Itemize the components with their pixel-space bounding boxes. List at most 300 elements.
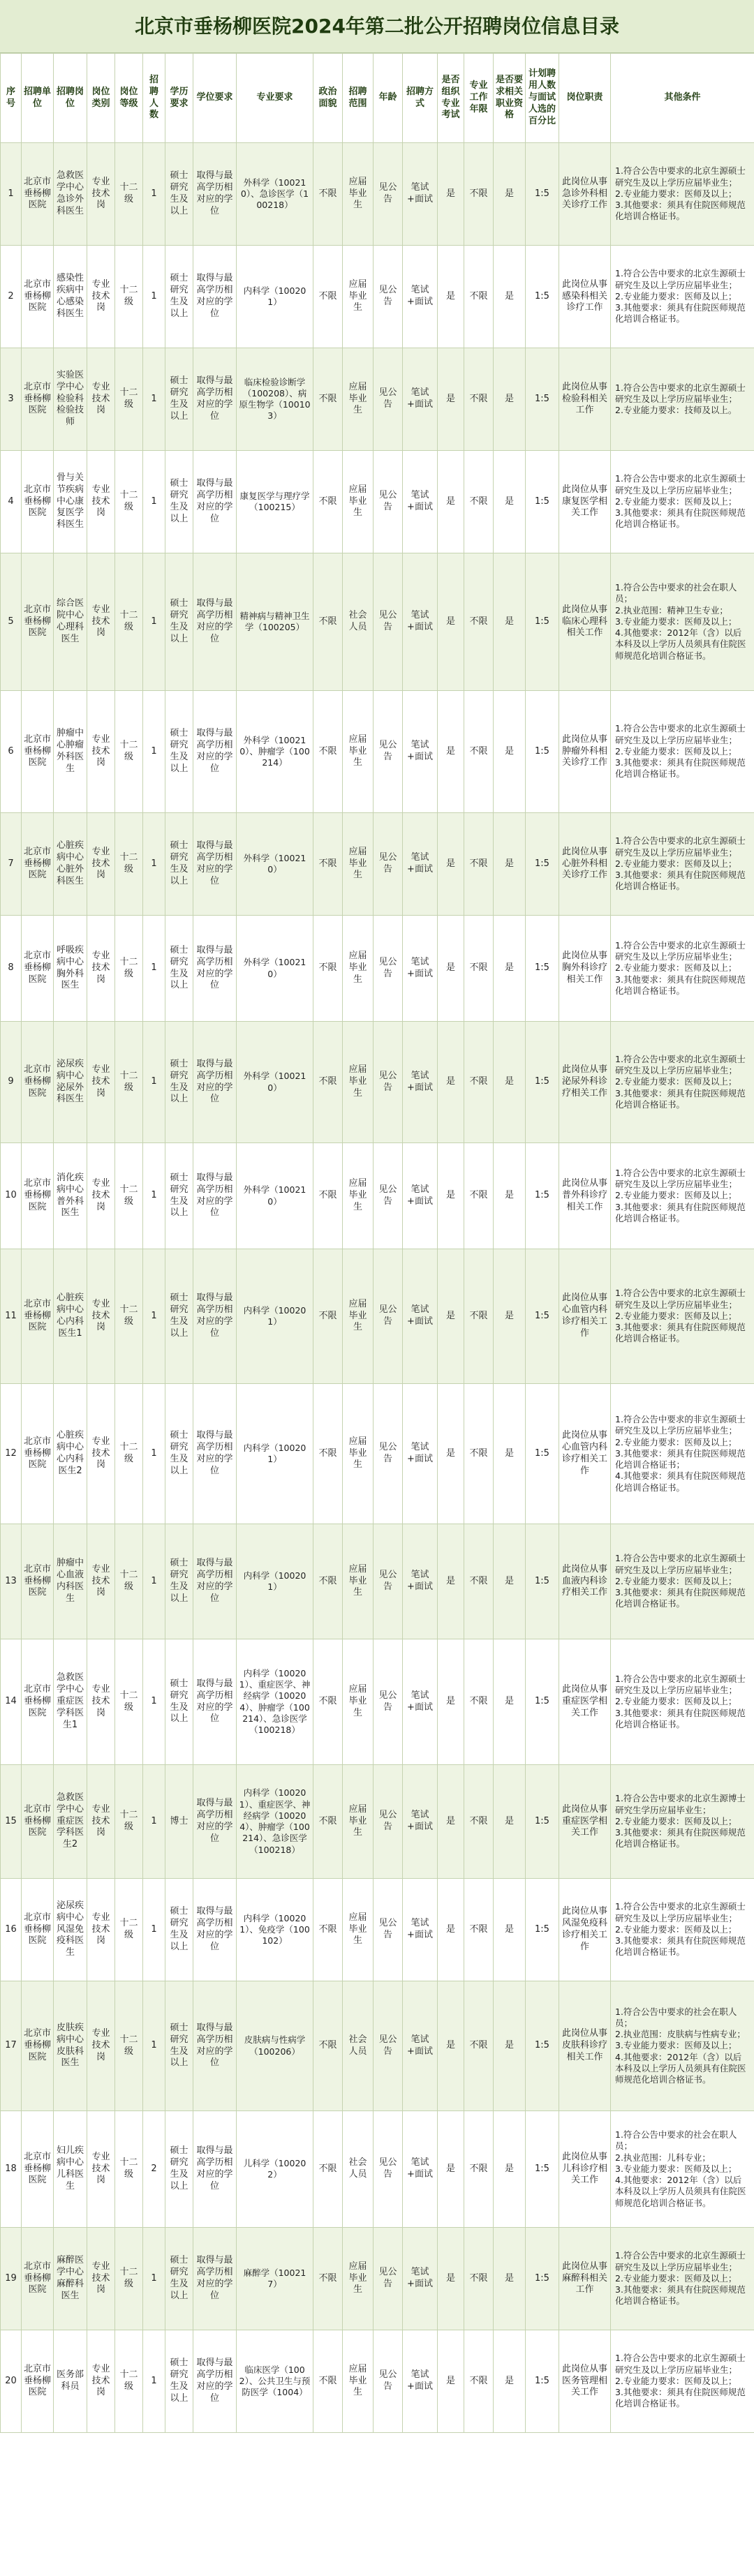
cell-degree: 取得与最高学历相对应的学位 — [193, 553, 237, 691]
cell-major: 临床检验诊断学（100208）、病原生物学（100103） — [237, 348, 313, 451]
cell-years: 不限 — [464, 691, 494, 813]
cell-politics: 不限 — [313, 1524, 343, 1639]
cell-scope: 应届毕业生 — [343, 1384, 374, 1524]
row-number: 1 — [1, 143, 22, 246]
cell-conditions: 1.符合公告中要求的北京生源硕士研究生及以上学历应届毕业生； 2.专业能力要求：医师及以上； 3.其他要求：须具有住院医师规范化培训合格证书。 — [611, 2330, 754, 2433]
cell-age: 见公告 — [374, 916, 403, 1022]
cell-age: 见公告 — [374, 813, 403, 916]
cell-degree: 取得与最高学历相对应的学位 — [193, 1022, 237, 1143]
cell-method: 笔试+面试 — [403, 1981, 438, 2111]
cell-ratio: 1:5 — [526, 916, 559, 1022]
cell-education: 硕士研究生及以上 — [165, 143, 193, 246]
cell-post-type: 专业技术岗 — [87, 1524, 115, 1639]
cell-post-level: 十二级 — [115, 1524, 143, 1639]
cell-cert: 是 — [494, 1384, 526, 1524]
cell-duty: 此岗位从事心脏外科相关诊疗工作 — [559, 813, 611, 916]
cell-degree: 取得与最高学历相对应的学位 — [193, 1639, 237, 1765]
cell-conditions: 1.符合公告中要求的北京生源硕士研究生及以上学历应届毕业生； 2.专业能力要求：医师及以上； 3.其他要求：须具有住院医师规范化培训合格证书。 — [611, 1143, 754, 1249]
row-number: 20 — [1, 2330, 22, 2433]
cell-scope: 应届毕业生 — [343, 1143, 374, 1249]
cell-education: 硕士研究生及以上 — [165, 2111, 193, 2228]
table-row — [1, 553, 754, 691]
table-row — [1, 1143, 754, 1249]
cell-method: 笔试+面试 — [403, 1143, 438, 1249]
cell-cert: 是 — [494, 2111, 526, 2228]
cell-post-type: 专业技术岗 — [87, 2111, 115, 2228]
cell-ratio: 1:5 — [526, 1879, 559, 1981]
cell-method: 笔试+面试 — [403, 2111, 438, 2228]
cell-duty: 此岗位从事普外科诊疗相关工作 — [559, 1143, 611, 1249]
row-number: 13 — [1, 1524, 22, 1639]
row-number: 2 — [1, 246, 22, 348]
cell-duty: 此岗位从事儿科诊疗相关工作 — [559, 2111, 611, 2228]
cell-unit: 北京市垂杨柳医院 — [22, 1249, 54, 1384]
cell-post-level: 十二级 — [115, 451, 143, 553]
cell-post-type: 专业技术岗 — [87, 691, 115, 813]
cell-years: 不限 — [464, 246, 494, 348]
cell-ratio: 1:5 — [526, 813, 559, 916]
cell-unit: 北京市垂杨柳医院 — [22, 691, 54, 813]
cell-education: 硕士研究生及以上 — [165, 691, 193, 813]
row-number: 3 — [1, 348, 22, 451]
cell-cert: 是 — [494, 1249, 526, 1384]
cell-post-level: 十二级 — [115, 553, 143, 691]
cell-degree: 取得与最高学历相对应的学位 — [193, 2228, 237, 2330]
table-row — [1, 1639, 754, 1765]
table-body — [1, 143, 754, 2433]
cell-degree: 取得与最高学历相对应的学位 — [193, 1765, 237, 1879]
cell-post-level: 十二级 — [115, 1249, 143, 1384]
cell-scope: 社会人员 — [343, 2111, 374, 2228]
table-row — [1, 1524, 754, 1639]
column-header: 岗位等级 — [115, 54, 143, 143]
cell-duty: 此岗位从事感染科相关诊疗工作 — [559, 246, 611, 348]
cell-post-type: 专业技术岗 — [87, 553, 115, 691]
cell-unit: 北京市垂杨柳医院 — [22, 1639, 54, 1765]
cell-post-level: 十二级 — [115, 2111, 143, 2228]
row-number: 14 — [1, 1639, 22, 1765]
cell-exam: 是 — [438, 1879, 464, 1981]
cell-headcount: 1 — [143, 1524, 165, 1639]
cell-duty: 此岗位从事麻醉科相关工作 — [559, 2228, 611, 2330]
cell-age: 见公告 — [374, 1981, 403, 2111]
cell-degree: 取得与最高学历相对应的学位 — [193, 1384, 237, 1524]
cell-post-type: 专业技术岗 — [87, 1879, 115, 1981]
cell-headcount: 1 — [143, 553, 165, 691]
cell-exam: 是 — [438, 246, 464, 348]
cell-conditions: 1.符合公告中要求的非京生源硕士研究生及以上学历应届毕业生； 2.专业能力要求：医师及以上； 3.其他要求：须具有住院医师规范化培训合格证书； 4.其他要求：须具有住院医师规范化培训合格证书。 — [611, 1384, 754, 1524]
cell-major: 内科学（100201）、免疫学（100102） — [237, 1879, 313, 1981]
cell-age: 见公告 — [374, 451, 403, 553]
cell-conditions: 1.符合公告中要求的社会在职人员； 2.执业范围：精神卫生专业； 3.专业能力要求：医师及以上； 4.其他要求：2012年（含）以后本科及以上学历人员须具有住院医师规范化培训合格证书。 — [611, 553, 754, 691]
column-header: 其他条件 — [611, 54, 754, 143]
row-number: 10 — [1, 1143, 22, 1249]
cell-years: 不限 — [464, 1879, 494, 1981]
cell-post: 麻醉医学中心麻醉科医生 — [54, 2228, 87, 2330]
cell-exam: 是 — [438, 1143, 464, 1249]
cell-duty: 此岗位从事肿瘤外科相关诊疗工作 — [559, 691, 611, 813]
cell-years: 不限 — [464, 916, 494, 1022]
cell-cert: 是 — [494, 1143, 526, 1249]
row-number: 4 — [1, 451, 22, 553]
cell-ratio: 1:5 — [526, 1022, 559, 1143]
cell-conditions: 1.符合公告中要求的社会在职人员； 2.执业范围：皮肤病与性病专业； 3.专业能力要求：医师及以上； 4.其他要求：2012年（含）以后本科及以上学历人员须具有住院医师规范化培训合格证书。 — [611, 1981, 754, 2111]
cell-major: 内科学（100201） — [237, 1249, 313, 1384]
table-row — [1, 691, 754, 813]
cell-degree: 取得与最高学历相对应的学位 — [193, 348, 237, 451]
cell-headcount: 1 — [143, 348, 165, 451]
cell-ratio: 1:5 — [526, 691, 559, 813]
cell-unit: 北京市垂杨柳医院 — [22, 1143, 54, 1249]
cell-politics: 不限 — [313, 916, 343, 1022]
cell-headcount: 1 — [143, 1639, 165, 1765]
table-row — [1, 1765, 754, 1879]
cell-headcount: 1 — [143, 1765, 165, 1879]
table-row — [1, 451, 754, 553]
cell-major: 康复医学与理疗学（100215） — [237, 451, 313, 553]
cell-politics: 不限 — [313, 1981, 343, 2111]
cell-headcount: 2 — [143, 2111, 165, 2228]
column-header: 招聘方式 — [403, 54, 438, 143]
cell-age: 见公告 — [374, 1143, 403, 1249]
cell-politics: 不限 — [313, 1143, 343, 1249]
cell-years: 不限 — [464, 143, 494, 246]
cell-unit: 北京市垂杨柳医院 — [22, 916, 54, 1022]
cell-method: 笔试+面试 — [403, 1639, 438, 1765]
cell-duty: 此岗位从事临床心理科相关工作 — [559, 553, 611, 691]
cell-post: 心脏疾病中心心脏外科医生 — [54, 813, 87, 916]
cell-exam: 是 — [438, 691, 464, 813]
cell-politics: 不限 — [313, 451, 343, 553]
cell-post-level: 十二级 — [115, 1022, 143, 1143]
cell-unit: 北京市垂杨柳医院 — [22, 1022, 54, 1143]
row-number: 15 — [1, 1765, 22, 1879]
cell-conditions: 1.符合公告中要求的北京生源硕士研究生及以上学历应届毕业生； 2.专业能力要求：医师及以上； 3.其他要求：须具有住院医师规范化培训合格证书。 — [611, 451, 754, 553]
cell-post: 呼吸疾病中心胸外科医生 — [54, 916, 87, 1022]
cell-education: 硕士研究生及以上 — [165, 1879, 193, 1981]
cell-exam: 是 — [438, 2228, 464, 2330]
cell-education: 硕士研究生及以上 — [165, 813, 193, 916]
page-title: 北京市垂杨柳医院2024年第二批公开招聘岗位信息目录 — [0, 0, 754, 53]
cell-education: 硕士研究生及以上 — [165, 916, 193, 1022]
cell-post: 医务部科员 — [54, 2330, 87, 2433]
cell-scope: 应届毕业生 — [343, 246, 374, 348]
table-row — [1, 1249, 754, 1384]
cell-duty: 此岗位从事急诊外科相关诊疗工作 — [559, 143, 611, 246]
cell-age: 见公告 — [374, 246, 403, 348]
cell-cert: 是 — [494, 813, 526, 916]
cell-exam: 是 — [438, 1981, 464, 2111]
cell-unit: 北京市垂杨柳医院 — [22, 1981, 54, 2111]
cell-conditions: 1.符合公告中要求的北京生源硕士研究生及以上学历应届毕业生； 2.专业能力要求：医师及以上； 3.其他要求：须具有住院医师规范化培训合格证书。 — [611, 1639, 754, 1765]
cell-politics: 不限 — [313, 1022, 343, 1143]
cell-conditions: 1.符合公告中要求的社会在职人员； 2.执业范围：儿科专业； 3.专业能力要求：医师及以上； 4.其他要求：2012年（含）以后本科及以上学历人员须具有住院医师规范化培训合格证书。 — [611, 2111, 754, 2228]
cell-duty: 此岗位从事心血管内科诊疗相关工作 — [559, 1249, 611, 1384]
cell-exam: 是 — [438, 2330, 464, 2433]
cell-post-type: 专业技术岗 — [87, 1639, 115, 1765]
cell-education: 硕士研究生及以上 — [165, 246, 193, 348]
cell-politics: 不限 — [313, 246, 343, 348]
cell-unit: 北京市垂杨柳医院 — [22, 1879, 54, 1981]
cell-age: 见公告 — [374, 1022, 403, 1143]
cell-headcount: 1 — [143, 691, 165, 813]
cell-unit: 北京市垂杨柳医院 — [22, 813, 54, 916]
cell-years: 不限 — [464, 1384, 494, 1524]
cell-age: 见公告 — [374, 1524, 403, 1639]
cell-exam: 是 — [438, 451, 464, 553]
cell-post-level: 十二级 — [115, 1879, 143, 1981]
cell-duty: 此岗位从事皮肤科诊疗相关工作 — [559, 1981, 611, 2111]
cell-duty: 此岗位从事检验科相关工作 — [559, 348, 611, 451]
cell-duty: 此岗位从事风湿免疫科诊疗相关工作 — [559, 1879, 611, 1981]
cell-unit: 北京市垂杨柳医院 — [22, 2228, 54, 2330]
cell-scope: 应届毕业生 — [343, 1524, 374, 1639]
cell-years: 不限 — [464, 451, 494, 553]
cell-degree: 取得与最高学历相对应的学位 — [193, 2330, 237, 2433]
cell-major: 内科学（100201）、重症医学、神经病学（100204）、肿瘤学（100214）、急诊医学（100218） — [237, 1765, 313, 1879]
cell-ratio: 1:5 — [526, 348, 559, 451]
cell-ratio: 1:5 — [526, 451, 559, 553]
cell-duty: 此岗位从事康复医学相关工作 — [559, 451, 611, 553]
cell-major: 精神病与精神卫生学（100205） — [237, 553, 313, 691]
cell-years: 不限 — [464, 348, 494, 451]
cell-major: 内科学（100201） — [237, 1524, 313, 1639]
column-header: 学位要求 — [193, 54, 237, 143]
column-header: 年龄 — [374, 54, 403, 143]
cell-post: 肿瘤中心肿瘤外科医生 — [54, 691, 87, 813]
cell-age: 见公告 — [374, 2330, 403, 2433]
cell-exam: 是 — [438, 1022, 464, 1143]
cell-degree: 取得与最高学历相对应的学位 — [193, 813, 237, 916]
cell-post-level: 十二级 — [115, 1143, 143, 1249]
cell-method: 笔试+面试 — [403, 1022, 438, 1143]
cell-post-level: 十二级 — [115, 143, 143, 246]
cell-ratio: 1:5 — [526, 246, 559, 348]
cell-post-level: 十二级 — [115, 1981, 143, 2111]
cell-conditions: 1.符合公告中要求的北京生源硕士研究生及以上学历应届毕业生； 2.专业能力要求：医师及以上； 3.其他要求：须具有住院医师规范化培训合格证书。 — [611, 143, 754, 246]
cell-exam: 是 — [438, 2111, 464, 2228]
cell-post-type: 专业技术岗 — [87, 1022, 115, 1143]
cell-scope: 应届毕业生 — [343, 143, 374, 246]
cell-cert: 是 — [494, 1765, 526, 1879]
cell-years: 不限 — [464, 1524, 494, 1639]
cell-ratio: 1:5 — [526, 2330, 559, 2433]
cell-politics: 不限 — [313, 2330, 343, 2433]
cell-scope: 应届毕业生 — [343, 2228, 374, 2330]
cell-years: 不限 — [464, 2228, 494, 2330]
cell-headcount: 1 — [143, 451, 165, 553]
cell-scope: 应届毕业生 — [343, 1879, 374, 1981]
cell-years: 不限 — [464, 2330, 494, 2433]
cell-method: 笔试+面试 — [403, 553, 438, 691]
cell-years: 不限 — [464, 813, 494, 916]
cell-age: 见公告 — [374, 2111, 403, 2228]
cell-headcount: 1 — [143, 1249, 165, 1384]
cell-scope: 应届毕业生 — [343, 1765, 374, 1879]
row-number: 5 — [1, 553, 22, 691]
column-header: 是否组织专业考试 — [438, 54, 464, 143]
cell-cert: 是 — [494, 451, 526, 553]
cell-duty: 此岗位从事重症医学相关工作 — [559, 1639, 611, 1765]
cell-education: 硕士研究生及以上 — [165, 1981, 193, 2111]
column-header: 招聘人数 — [143, 54, 165, 143]
cell-exam: 是 — [438, 1765, 464, 1879]
cell-post-level: 十二级 — [115, 2228, 143, 2330]
row-number: 7 — [1, 813, 22, 916]
cell-cert: 是 — [494, 348, 526, 451]
table-row — [1, 2330, 754, 2433]
cell-years: 不限 — [464, 1143, 494, 1249]
cell-method: 笔试+面试 — [403, 916, 438, 1022]
cell-scope: 应届毕业生 — [343, 691, 374, 813]
cell-ratio: 1:5 — [526, 1384, 559, 1524]
cell-unit: 北京市垂杨柳医院 — [22, 246, 54, 348]
table-row — [1, 246, 754, 348]
cell-ratio: 1:5 — [526, 1639, 559, 1765]
cell-major: 儿科学（100202） — [237, 2111, 313, 2228]
cell-post: 实验医学中心检验科检验技师 — [54, 348, 87, 451]
cell-cert: 是 — [494, 2228, 526, 2330]
cell-method: 笔试+面试 — [403, 246, 438, 348]
cell-age: 见公告 — [374, 691, 403, 813]
cell-post: 消化疾病中心普外科医生 — [54, 1143, 87, 1249]
cell-post-level: 十二级 — [115, 813, 143, 916]
cell-headcount: 1 — [143, 813, 165, 916]
cell-conditions: 1.符合公告中要求的北京生源硕士研究生及以上学历应届毕业生； 2.专业能力要求：技师及以上。 — [611, 348, 754, 451]
cell-post-type: 专业技术岗 — [87, 2330, 115, 2433]
cell-degree: 取得与最高学历相对应的学位 — [193, 143, 237, 246]
cell-years: 不限 — [464, 1022, 494, 1143]
cell-conditions: 1.符合公告中要求的北京生源硕士研究生及以上学历应届毕业生； 2.专业能力要求：医师及以上； 3.其他要求：须具有住院医师规范化培训合格证书。 — [611, 1524, 754, 1639]
cell-years: 不限 — [464, 2111, 494, 2228]
cell-method: 笔试+面试 — [403, 143, 438, 246]
cell-duty: 此岗位从事血液内科诊疗相关工作 — [559, 1524, 611, 1639]
cell-post-type: 专业技术岗 — [87, 1249, 115, 1384]
cell-ratio: 1:5 — [526, 553, 559, 691]
cell-degree: 取得与最高学历相对应的学位 — [193, 916, 237, 1022]
cell-post-level: 十二级 — [115, 2330, 143, 2433]
recruitment-table — [0, 53, 754, 2433]
cell-ratio: 1:5 — [526, 1143, 559, 1249]
cell-politics: 不限 — [313, 1879, 343, 1981]
cell-post-type: 专业技术岗 — [87, 246, 115, 348]
cell-major: 外科学（100210）、急诊医学（100218） — [237, 143, 313, 246]
row-number: 9 — [1, 1022, 22, 1143]
cell-education: 硕士研究生及以上 — [165, 1143, 193, 1249]
cell-politics: 不限 — [313, 691, 343, 813]
cell-duty: 此岗位从事心血管内科诊疗相关工作 — [559, 1384, 611, 1524]
cell-scope: 应届毕业生 — [343, 348, 374, 451]
cell-years: 不限 — [464, 1981, 494, 2111]
cell-exam: 是 — [438, 1384, 464, 1524]
cell-post-type: 专业技术岗 — [87, 348, 115, 451]
cell-headcount: 1 — [143, 1384, 165, 1524]
cell-headcount: 1 — [143, 1879, 165, 1981]
cell-conditions: 1.符合公告中要求的北京生源硕士研究生及以上学历应届毕业生； 2.专业能力要求：医师及以上； 3.其他要求：须具有住院医师规范化培训合格证书。 — [611, 813, 754, 916]
cell-duty: 此岗位从事胸外科诊疗相关工作 — [559, 916, 611, 1022]
table-row — [1, 1981, 754, 2111]
cell-politics: 不限 — [313, 1249, 343, 1384]
cell-post: 皮肤疾病中心皮肤科医生 — [54, 1981, 87, 2111]
cell-cert: 是 — [494, 2330, 526, 2433]
cell-exam: 是 — [438, 553, 464, 691]
cell-post: 妇儿疾病中心儿科医生 — [54, 2111, 87, 2228]
cell-cert: 是 — [494, 553, 526, 691]
table-row — [1, 2228, 754, 2330]
cell-degree: 取得与最高学历相对应的学位 — [193, 1143, 237, 1249]
cell-cert: 是 — [494, 143, 526, 246]
cell-scope: 应届毕业生 — [343, 451, 374, 553]
cell-politics: 不限 — [313, 348, 343, 451]
cell-post: 泌尿疾病中心泌尿外科医生 — [54, 1022, 87, 1143]
cell-ratio: 1:5 — [526, 143, 559, 246]
column-header: 计划聘用人数与面试人选的百分比 — [526, 54, 559, 143]
cell-exam: 是 — [438, 813, 464, 916]
cell-post-level: 十二级 — [115, 691, 143, 813]
column-header: 专业工作年限 — [464, 54, 494, 143]
cell-method: 笔试+面试 — [403, 1524, 438, 1639]
cell-headcount: 1 — [143, 916, 165, 1022]
cell-cert: 是 — [494, 1022, 526, 1143]
cell-post-level: 十二级 — [115, 1765, 143, 1879]
cell-age: 见公告 — [374, 1639, 403, 1765]
table-row — [1, 1879, 754, 1981]
cell-politics: 不限 — [313, 553, 343, 691]
row-number: 11 — [1, 1249, 22, 1384]
cell-education: 硕士研究生及以上 — [165, 1022, 193, 1143]
cell-scope: 社会人员 — [343, 553, 374, 691]
cell-method: 笔试+面试 — [403, 2228, 438, 2330]
cell-post: 综合医院中心心理科医生 — [54, 553, 87, 691]
cell-degree: 取得与最高学历相对应的学位 — [193, 1981, 237, 2111]
cell-age: 见公告 — [374, 348, 403, 451]
cell-method: 笔试+面试 — [403, 1879, 438, 1981]
cell-major: 临床医学（1002）、公共卫生与预防医学（1004） — [237, 2330, 313, 2433]
cell-post-type: 专业技术岗 — [87, 1765, 115, 1879]
cell-exam: 是 — [438, 916, 464, 1022]
column-header: 招聘岗位 — [54, 54, 87, 143]
cell-post-type: 专业技术岗 — [87, 1384, 115, 1524]
cell-post: 肿瘤中心血液内科医生 — [54, 1524, 87, 1639]
cell-cert: 是 — [494, 1639, 526, 1765]
cell-politics: 不限 — [313, 2228, 343, 2330]
cell-post: 心脏疾病中心心内科医生1 — [54, 1249, 87, 1384]
column-header: 专业要求 — [237, 54, 313, 143]
column-header: 招聘范围 — [343, 54, 374, 143]
cell-duty: 此岗位从事医务管理相关工作 — [559, 2330, 611, 2433]
row-number: 8 — [1, 916, 22, 1022]
cell-post: 感染性疾病中心感染科医生 — [54, 246, 87, 348]
cell-major: 麻醉学（100217） — [237, 2228, 313, 2330]
cell-post-type: 专业技术岗 — [87, 1981, 115, 2111]
cell-education: 硕士研究生及以上 — [165, 2330, 193, 2433]
cell-post-type: 专业技术岗 — [87, 916, 115, 1022]
column-header: 政治面貌 — [313, 54, 343, 143]
cell-politics: 不限 — [313, 2111, 343, 2228]
cell-conditions: 1.符合公告中要求的北京生源硕士研究生及以上学历应届毕业生； 2.专业能力要求：医师及以上； 3.其他要求：须具有住院医师规范化培训合格证书。 — [611, 691, 754, 813]
cell-headcount: 1 — [143, 1143, 165, 1249]
cell-unit: 北京市垂杨柳医院 — [22, 451, 54, 553]
cell-unit: 北京市垂杨柳医院 — [22, 1765, 54, 1879]
cell-post-level: 十二级 — [115, 348, 143, 451]
cell-method: 笔试+面试 — [403, 1765, 438, 1879]
cell-scope: 应届毕业生 — [343, 1639, 374, 1765]
cell-method: 笔试+面试 — [403, 348, 438, 451]
cell-cert: 是 — [494, 1524, 526, 1639]
cell-degree: 取得与最高学历相对应的学位 — [193, 1879, 237, 1981]
cell-post: 急救医学中心重症医学科医生1 — [54, 1639, 87, 1765]
cell-years: 不限 — [464, 553, 494, 691]
